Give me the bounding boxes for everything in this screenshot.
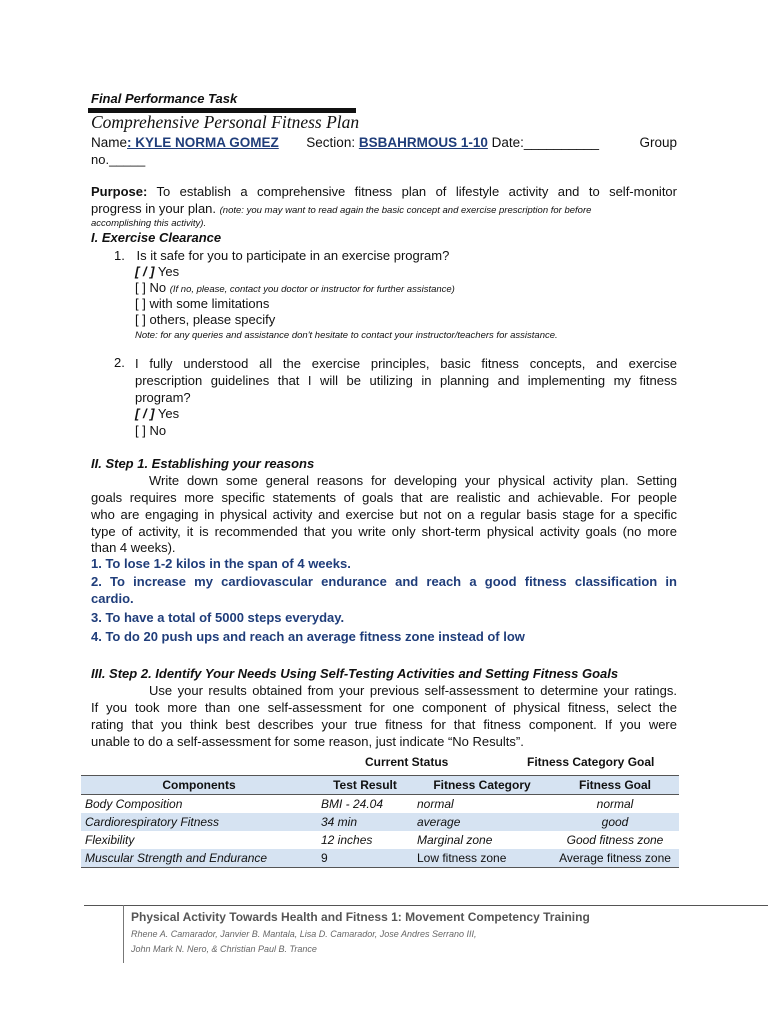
table-cell: Low fitness zone [413,849,551,868]
purpose-note-2: accomplishing this activity). [91,218,207,229]
column-header: Fitness Category [413,776,551,795]
table-cell: 34 min [317,813,413,831]
footer-authors: John Mark N. Nero, & Christian Paul B. Trance [131,944,317,954]
name-value: : KYLE NORMA GOMEZ [127,135,279,150]
section-3-heading: III. Step 2. Identify Your Needs Using Self-Testing Activities and Setting Fitness Goals [91,666,619,681]
question-2-number: 2. [114,355,125,370]
group-label: Group [639,135,677,150]
footer-vertical-divider [123,905,124,963]
table-cell: Muscular Strength and Endurance [81,849,317,868]
question-1-number: 1. [114,248,125,263]
table-cell: Body Composition [85,797,183,811]
q2-checkbox-no[interactable]: [ ] [135,423,146,438]
goal-item: 1. To lose 1-2 kilos in the span of 4 weeks. [91,556,351,571]
q1-option-label: with some limitations [149,296,270,311]
table-cell: 12 inches [321,833,373,847]
q2-option-no[interactable] [135,423,166,439]
q1-checkbox-limitations[interactable]: [ ] [135,296,146,311]
section-value: BSBAHRMOUS 1-10 [358,135,488,150]
no-label: no._____ [91,152,146,167]
purpose-note-1: (note: you may want to read again the basic concept and exercise prescription for before [219,205,592,216]
footer-authors: Rhene A. Camarador, Janvier B. Mantala, Lisa D. Camarador, Jose Andres Serrano III, [131,929,477,939]
table-row [81,813,679,831]
q1-option-limitations[interactable] [135,296,269,312]
column-header: Components [81,776,317,795]
table-header-row [81,776,679,795]
info-line [91,134,677,151]
q1-no-note: (If no, please, contact you doctor or instructor for further assistance) [169,284,455,295]
q1-checkbox-others[interactable]: [ ] [135,312,146,327]
q1-checkbox-yes[interactable]: [ / ] [135,264,155,279]
q1-option-label: No [149,280,167,295]
q1-option-yes[interactable] [135,264,179,280]
goal-item: 3. To have a total of 5000 steps everyday. [91,610,345,625]
table-cell: Flexibility [85,833,135,847]
table-cell: Good fitness zone [566,833,664,847]
q2-option-label: Yes [157,406,180,421]
table-row [81,795,679,814]
table-cell: good [551,813,679,831]
fitness-category-goal-header: Fitness Category Goal [527,755,655,769]
section-2-para-line: who are engaging in physical activity and exercise but not on a regular basis stage for a specific [91,507,677,522]
purpose-text-2: progress in your plan. [91,201,217,216]
q1-option-label: Yes [157,264,180,279]
column-header: Fitness Goal [551,776,679,795]
table-cell: 9 [317,849,413,868]
question-2-line-1: I fully understood all the exercise principles, basic fitness concepts, and exercise [135,356,677,371]
section-2-para-line: Write down some general reasons for developing your physical activity plan. Setting [149,473,677,488]
q1-checkbox-no[interactable]: [ ] [135,280,146,295]
table-row [81,831,679,849]
main-title: Comprehensive Personal Fitness Plan [91,112,360,132]
section-3-para-line: unable to do a self-assessment for some reason, just indicate “No Results”. [91,734,524,749]
purpose-label: Purpose: [91,184,148,199]
section-3-para-line: Use your results obtained from your previous self-assessment to determine your ratings. [149,683,677,698]
table-cell: normal [417,797,454,811]
goal-item: 2. To increase my cardiovascular endurance and reach a good fitness classification in [91,574,677,589]
section-3-para-line: If you took more than one self-assessment for one component of physical fitness, select the [91,700,677,715]
table-cell: Marginal zone [417,833,493,847]
section-label: Section: [306,135,356,150]
section-2-heading: II. Step 1. Establishing your reasons [91,456,315,471]
purpose-text-1: To establish a comprehensive fitness plan of lifestyle activity and to self-monitor [156,184,677,199]
date-label: Date:__________ [491,135,599,150]
goal-item: 4. To do 20 push ups and reach an average fitness zone instead of low [91,629,525,644]
name-label: Name [91,135,128,150]
section-2-para-line: type of activity, it is recommended that you write only short-term physical activity goals (no more [91,524,677,539]
purpose-line-1 [91,183,677,200]
table-cell: BMI - 24.04 [321,797,384,811]
task-title: Final Performance Task [91,91,238,106]
q2-option-label: No [149,423,167,438]
footer-title: Physical Activity Towards Health and Fitness 1: Movement Competency Training [131,910,590,924]
current-status-header: Current Status [365,755,449,769]
section-3-para-line: rating that you think best describes your true fitness for that fitness component. If you were [91,717,677,732]
q2-checkbox-yes[interactable]: [ / ] [135,406,155,421]
table-row [81,849,679,868]
table-cell: Average fitness zone [551,849,679,868]
section-2-para-line: than 4 weeks). [91,540,176,555]
column-header: Test Result [317,776,413,795]
section-1-heading: I. Exercise Clearance [91,230,222,245]
q1-option-others[interactable] [135,312,275,328]
q1-note: Note: for any queries and assistance don't hesitate to contact your instructor/teachers for assistance. [135,330,558,341]
table-cell: Cardiorespiratory Fitness [81,813,317,831]
goal-item-cont: cardio. [91,591,134,606]
question-2-line-3: program? [135,390,191,405]
question-1-text: Is it safe for you to participate in an exercise program? [136,248,450,263]
question-2-line-2: prescription guidelines that I will be utilizing in planning and implementing my fitness [135,373,677,388]
footer-divider [84,905,768,906]
section-2-para-line: goals requires more specific statements of goals that are realistic and achievable. For people [91,490,677,505]
q1-option-label: others, please specify [149,312,276,327]
fitness-table [81,775,679,868]
table-cell: normal [596,797,634,811]
q2-option-yes[interactable] [135,406,179,422]
question-1 [114,247,674,264]
table-cell: average [413,813,551,831]
